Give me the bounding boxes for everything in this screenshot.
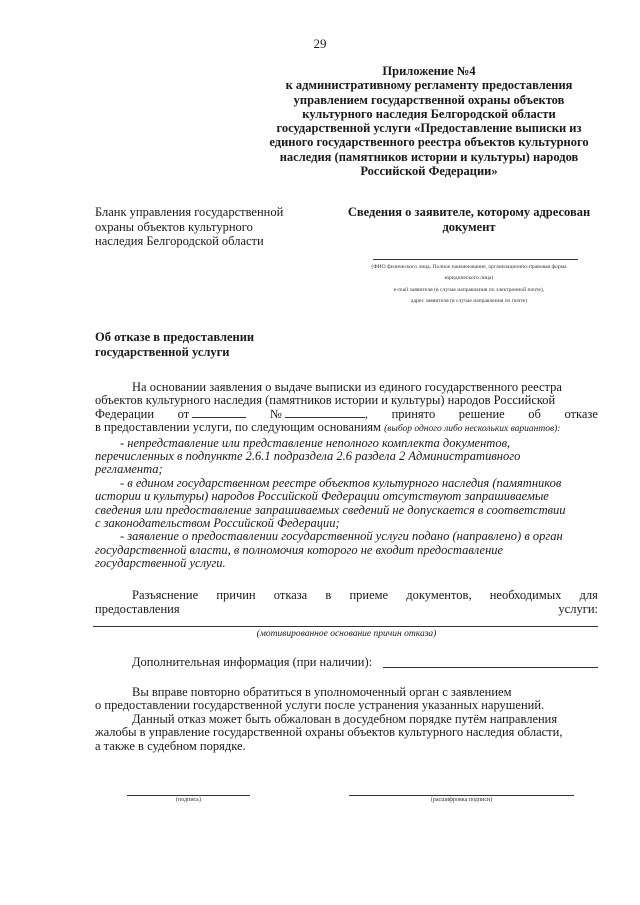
page-number: 29 xyxy=(313,36,327,51)
signature-name-field[interactable] xyxy=(349,795,574,796)
reason-item: - в едином государственном реестре объектов культурного наследия (памятников xyxy=(120,475,562,490)
applicant-notes xyxy=(328,262,610,307)
applicant-title-line: документ xyxy=(442,219,496,234)
appendix-line: единого государственного реестра объектов культурного xyxy=(269,135,589,150)
paragraph-line: На основании заявления о выдаче выписки из единого государственного реестра xyxy=(132,380,562,394)
letterhead-blank xyxy=(95,205,310,249)
applicant-note: e-mail заявителя (в случае направления по электронной почте), xyxy=(393,286,545,293)
closing-text xyxy=(95,686,598,753)
word: , xyxy=(364,406,369,421)
word: отказе xyxy=(564,406,598,421)
signature-caption: (подпись) xyxy=(176,797,201,803)
paragraph-line: жалобы в управление государственной охраны объектов культурного наследия области, xyxy=(95,725,563,740)
refusal-title-line: Об отказе в предоставлении xyxy=(95,330,255,344)
paragraph-line: Вы вправе повторно обратиться в уполномоченный орган с заявлением xyxy=(132,685,512,699)
reason-item: с законодательством Российской Федерации; xyxy=(95,516,340,531)
refusal-title xyxy=(95,330,335,359)
reason-item: перечисленных в подпункте 2.6.1 подраздела 2.6 раздела 2 Административного xyxy=(95,449,521,464)
paragraph-line: Данный отказ может быть обжалован в досудебном порядке путём направления xyxy=(132,711,558,726)
decision-line xyxy=(95,408,598,421)
additional-info-field[interactable] xyxy=(383,667,598,668)
applicant-note: адрес заявителя (в случае направления по почте) xyxy=(410,297,528,304)
explanation-caption: (мотивированное основание причин отказа) xyxy=(256,629,437,639)
blank-line: Бланк управления государственной xyxy=(95,205,284,219)
appendix-line: Приложение №4 xyxy=(382,64,476,78)
appendix-line: к административному регламенту предоставления xyxy=(285,78,573,93)
additional-info-label: Дополнительная информация (при наличии): xyxy=(132,655,373,669)
paragraph-line: объектов культурного наследия (памятников истории и культуры) народов Российской xyxy=(95,393,556,408)
reason-item: государственной услуги. xyxy=(95,556,226,571)
signature-name-caption: (расшифровка подписи) xyxy=(430,797,493,803)
explanation-line-1 xyxy=(132,589,598,602)
applicant-title-line: Сведения о заявителе, которому адресован xyxy=(347,205,591,219)
main-text xyxy=(95,381,598,571)
refusal-title-line: государственной услуги xyxy=(95,344,230,359)
paragraph-line xyxy=(95,421,598,436)
paragraph-line: о предоставлении государственной услуги после устранения указанных нарушений. xyxy=(95,698,545,713)
word: Разъяснение xyxy=(132,588,199,602)
reason-item: сведения или предоставление запрашиваемых сведений не допускается в соответствии xyxy=(95,502,566,517)
appendix-header xyxy=(250,64,608,178)
applicant-note: (ФИО физического лица, Полное наименование, организационно-правовая форма xyxy=(371,264,567,270)
reason-item: регламента; xyxy=(95,462,163,477)
reason-item: истории и культуры) народов Российской Федерации отсутствуют запрашиваемые xyxy=(95,489,549,504)
number-field-group xyxy=(270,408,368,421)
signature-field[interactable] xyxy=(127,795,250,796)
word: причин xyxy=(216,588,256,602)
word: предоставления xyxy=(95,602,180,616)
word: отказа xyxy=(273,588,308,602)
appendix-line: государственной услуги «Предоставление выписки из xyxy=(276,121,582,136)
applicant-info-title xyxy=(328,205,610,234)
number-field[interactable] xyxy=(285,408,365,418)
word: приеме xyxy=(349,588,389,602)
reason-item: государственной власти, в полномочия которого не входит предоставление xyxy=(95,542,504,557)
applicant-note: юридического лица) xyxy=(444,275,494,282)
reason-item: - заявление о предоставлении государственной услуги подано (направлено) в орган xyxy=(120,529,563,544)
word: необходимых xyxy=(489,588,562,602)
word: № xyxy=(269,406,282,421)
word: об xyxy=(528,406,541,421)
hint: (выбор одного либо нескольких вариантов): xyxy=(384,424,561,435)
date-field-group xyxy=(178,408,247,421)
date-field[interactable] xyxy=(192,408,246,418)
word: от xyxy=(177,406,190,421)
appendix-line: наследия (памятников истории и культуры) народов xyxy=(279,149,579,164)
word: документов, xyxy=(406,588,472,602)
appendix-line: управлением государственной охраны объектов xyxy=(293,92,565,107)
word: решение xyxy=(458,406,505,421)
applicant-fill-line xyxy=(373,259,578,260)
word: для xyxy=(579,588,598,602)
appendix-line: Российской Федерации» xyxy=(360,164,498,179)
blank-line: охраны объектов культурного xyxy=(95,219,253,234)
reason-item: - непредставление или представление неполного комплекта документов, xyxy=(120,435,511,450)
word: в xyxy=(325,588,332,602)
explanation-line-2 xyxy=(95,603,598,616)
blank-line: наследия Белгородской области xyxy=(95,234,264,249)
word: услуги: xyxy=(558,602,598,616)
word: Федерации xyxy=(95,406,155,421)
text: в предоставлении услуги, по следующим основаниям xyxy=(95,420,381,435)
explanation-field[interactable] xyxy=(93,626,598,627)
word: принято xyxy=(391,406,436,421)
appendix-line: культурного наследия Белгородской области xyxy=(302,106,556,121)
paragraph-line: а также в судебном порядке. xyxy=(95,738,246,753)
